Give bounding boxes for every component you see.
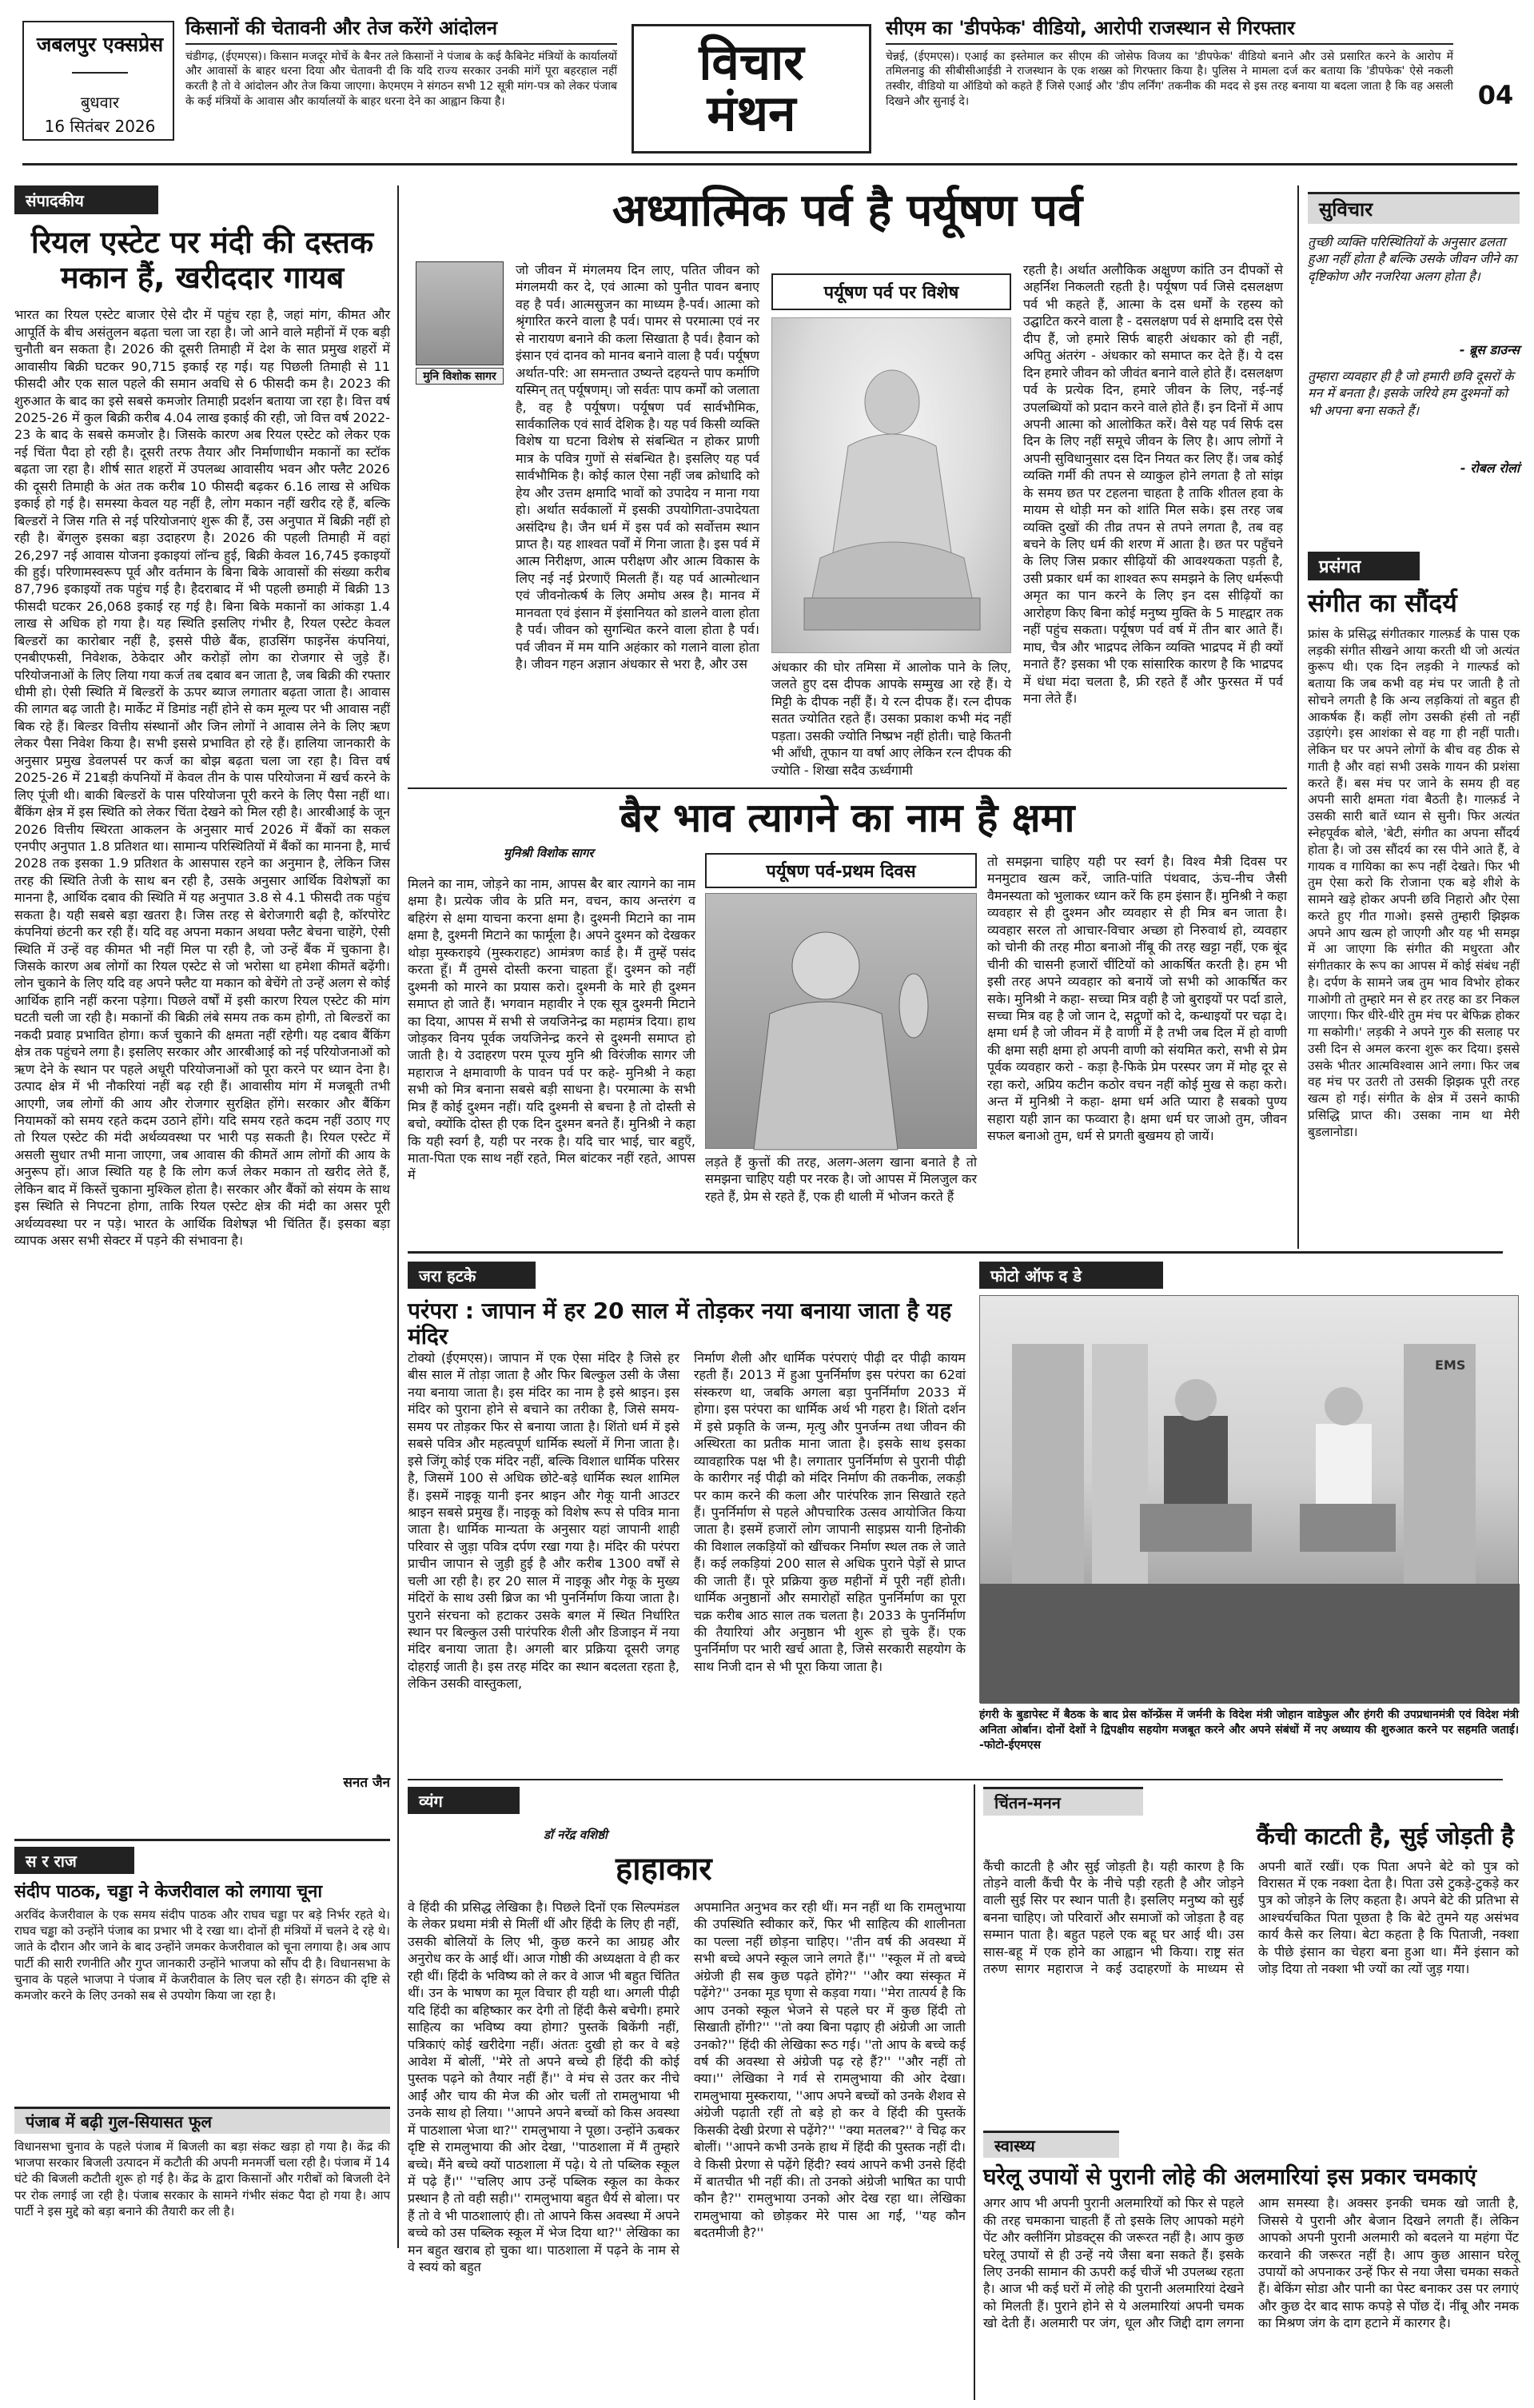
editorial-author: सनत जैन [343, 1775, 390, 1792]
sara-raj-body-2: विधानसभा चुनाव के पहले पंजाब में बिजली का बड़ा संकट खड़ा हो गया है। केंद्र की भाजपा सरकार बिजली उत्पादन में कटौती की अपनी मनमर्जी चला रही है। पंजाब में 14 घंटे की बिजली कटौती शुरू हो गई है। केंद्र के द्वारा किसानों और गरीबों को बिजली देने पर रोक लगाई जा रही है। पंजाब सरकार के सामने गंभीर संकट पैदा हो गया है। आप पार्टी ने इस मुद्दे को बड़ा बनाने की तैयारी कर ली है। [14, 2139, 390, 2219]
main-headline: अध्यात्मिक पर्व है पर्यूषण पर्व [612, 185, 1083, 237]
suvichar-quote-1: तुच्छी व्यक्ति परिस्थितियों के अनुसार ढलता हुआ नहीं होता है बल्कि उसके जीवन जीने का दृष्टिकोण और नजरिया अलग होता है। [1308, 234, 1517, 284]
top-right-headline: सीएम का 'डीपफेक' वीडियो, आरोपी राजस्थान से गिरफ्तार [886, 18, 1453, 45]
chintan-body: कैंची काटती है और सुई जोड़ती है। यही कारण है कि तोड़ने वाली कैंची पैर के नीचे पड़ी रहती है और जोड़ने वाली सुई सिर पर स्थान पाती है। इसलिए मनुष्य को सुई बनना चाहिए। जो परिवारों और समाजों को जोड़ता है वह सम्मान पाता है। बहुत पहले एक बहू घर आई थी। उस सास-बहू में एक होने का आह्वान भी किया। राष्ट्र संत तरुण सागर महाराज ने कई उदाहरणों के माध्यम से अपनी बातें रखीं। एक पिता अपने बेटे को पुत्र को विरासत में एक नक्शा देता है। पिता उसे टुकड़े-टुकड़े कर पुत्र को जोड़ने के लिए कहता है। अपने बेटे की प्रतिभा से आश्चर्यचकित पिता पूछता है कि बेटे तुमने यह असंभव कार्य कैसे कर लिया। बेटा कहता है कि पिताजी, नक्शा के पीछे इंसान का चेहरा बना हुआ था। मैंने इंसान को जोड़ दिया तो नक्शा भी ज्यों का त्यों जुड़ गया। [983, 1858, 1519, 1977]
suvichar-author-1: - ब्रूस डाउन्स [1459, 342, 1520, 357]
prasang-label: प्रसंगत [1308, 552, 1420, 580]
editorial-headline: रियल एस्टेट पर मंदी की दस्तक मकान हैं, खरीददार गायब [30, 225, 374, 295]
jara-hatke-col-1: टोक्यो (ईएमएस)। जापान में एक ऐसा मंदिर है जिसे हर बीस साल में तोड़ा जाता है और फिर बिल्कुल उसी के जैसा नया बनाया जाता है। इस मंदिर का नाम है इसे श्राइन। इस मंदिर को पुराना होने से बचाने का तरीका है, जिसे समय-समय पर तोड़कर फिर से बनाया जाता है। शिंतो धर्म में इसे सबसे पवित्र और महत्वपूर्ण धार्मिक स्थलों में गिना जाता है। इसे जिंगू कोई एक मंदिर नहीं, बल्कि विशाल धार्मिक परिसर है, जिसमें 100 से अधिक छोटे-बड़े धार्मिक स्थल शामिल हैं। इसमें नाइकू यानी इनर श्राइन और गेकू यानी आउटर श्राइन सबसे प्रमुख हैं। नाइकू को विशेष रूप से पवित्र माना जाता है। धार्मिक मान्यता के अनुसार यहां जापानी शाही परिवार से जुड़ा पवित्र दर्पण रखा गया है। मंदिर की परंपरा प्राचीन जापान से जुड़ी हुई है और करीब 1300 वर्षों से चली आ रही है। हर 20 साल में नाइकू और गेकू के मुख्य मंदिरों के साथ उसी ब्रिज का भी पुनर्निर्माण किया जाता है। पुराने संरचना को हटाकर उसके बगल में स्थित निर्धारित स्थान पर बिल्कुल उसी पारंपरिक शैली और डिजाइन में नया मंदिर बनाया जाता है। अगली बार प्रक्रिया दूसरी जगह दोहराई जाती है। इस तरह मंदिर का स्थान बदलता रहता है, लेकिन उसकी वास्तुकला, [408, 1350, 679, 1692]
kshama-byline: मुनिश्री विशोक सागर [504, 845, 594, 860]
editorial-label: संपादकीय [14, 185, 158, 214]
author-caption: मुनि विशोक सागर [416, 368, 504, 385]
sara-raj-label: स र राज [14, 1847, 134, 1874]
chintan-section [983, 1787, 1519, 2123]
chintan-label: चिंतन-मनन [983, 1787, 1143, 1816]
idol-icon [772, 318, 1012, 654]
satire-col-2: अपमानित अनुभव कर रही थीं। मन नहीं था कि रामलुभाया की उपस्थिति स्वीकार करें, फिर भी साहित्य की शालीनता का पल्ला नहीं छोड़ना चाहिए। ''तीन वर्ष की अवस्था में सभी बच्चे अपने स्कूल जाने लगते हैं।'' ''स्कूल में तो बच्चे अंग्रेजी ही सब कुछ पढ़ते होंगे?'' ''और क्या संस्कृत में पढ़ेंगे?'' उनका मूड घृणा से कड़वा गया। ''मेरा तात्पर्य है कि आप उनको स्कूल भेजने से पहले घर में कुछ हिंदी तो सिखाती होंगी?'' ''तो क्या बिना पढ़ाए ही अंग्रेजी आ जाती उनको?'' हिंदी की लेखिका रूठ गई। ''तो आप के बच्चे कई वर्ष की अवस्था से अंग्रेजी पढ़ रहे हैं?'' ''और नहीं तो क्या।'' लेखिका ने गर्व से रामलुभाया की ओर देखा। रामलुभाया मुस्कराया, ''आप अपने बच्चों को उनके शैशव से अंग्रेजी पढ़ाती रहीं तो बड़े हो कर वे हिंदी की पुस्तकें किसकी देखी प्रेरणा से पढ़ेंगे?'' ''क्या मतलब?'' वे चिढ़ कर बोलीं। ''आपने कभी उनके हाथ में हिंदी की पुस्तक नहीं दी। वे किसी प्रेरणा से पढ़ेंगे हिंदी? स्वयं आपने कभी उनसे हिंदी में बातचीत भी नहीं की। तो उनको अंग्रेजी भाषित का पापी कौन है?'' रामलुभाया उनको ओर देख रहा था। लेखिका रामलुभाया को छोड़कर मेरे पास आ गईं, ''यह कौन बदतमीजी है?'' [694, 1900, 966, 2241]
section-title-box [632, 24, 871, 153]
sara-raj-body-1: अरविंद केजरीवाल के एक समय संदीप पाठक और राघव चड्डा पर बड़े निर्भर रहते थे। राघव चड्ढा को उन्होंने पंजाब का प्रभार भी दे रखा था। दोनों ही मंत्रियों में चलने दे रहे थे। जाते के दौरान और जाने के बाद उन्होंने जमकर केजरीवाल को चूना लगाया है। अब आप पार्टी की सारी रणनीति और गुप्त जानकारी उन्होंने भाजपा को सौंप दी है। विधानसभा के चुनाव के पहले भाजपा ने पंजाब में केजरीवाल के लिए चल रही है। संगठन की दृष्टि से कमजोर करने के लिए उनको सब से उपयोग किया जा रहा है। [14, 1908, 390, 2003]
main-article [408, 185, 1287, 809]
jara-hatke-col-2: निर्माण शैली और धार्मिक परंपराएं पीढ़ी दर पीढ़ी कायम रहती हैं। 2013 में हुआ पुनर्निर्माण इस परंपरा का 62वां संस्करण था, जबकि अगला बड़ा पुनर्निर्माण 2033 में होगा। इस परंपरा का धार्मिक अर्थ भी गहरा है। शिंतो दर्शन में इसे प्रकृति के जन्म, मृत्यु और पुनर्जन्म तथा जीवन की अस्थिरता का प्रतीक माना जाता है। इसके साथ इसका व्यावहारिक पक्ष भी है। लगातार पुनर्निर्माण से पुरानी पीढ़ी के कारीगर नई पीढ़ी को मंदिर निर्माण की तकनीक, लकड़ी पर काम करने की कला और पारंपरिक ज्ञान सिखाते रहते हैं। पुनर्निर्माण से पहले औपचारिक उत्सव आयोजित किया जाता है। इसमें हजारों लोग जापानी साइप्रस यानी हिनोकी की विशाल लकड़ियों को खींचकर निर्माण स्थल तक ले जाते हैं। कई लकड़ियां 200 साल से अधिक पुराने पेड़ों से प्राप्त की जाती हैं। पूरे प्रक्रिया कुछ महीनों में पूरी नहीं होती। धार्मिक अनुष्ठानों और समारोहों सहित पुनर्निर्माण का पूरा चक्र करीब आठ साल तक चलता है। 2033 के पुनर्निर्माण की तैयारियां और अनुष्ठान भी शुरू हो चुके हैं। एक पुनर्निर्माण पर भारी खर्च आता है, जिसे सरकारी सहयोग के साथ निजी दान से भी पूरा किया जाता है। [694, 1350, 966, 1674]
sara-raj-headline-1: संदीप पाठक, चड्डा ने केजरीवाल को लगाया चूना [14, 1882, 323, 1902]
swasthya-body: अगर आप भी अपनी पुरानी अलमारियों को फिर से पहले की तरह चमकाना चाहती हैं तो इसके लिए आपको महंगे पेंट और क्लीनिंग प्रोडक्ट्स की जरूरत नहीं है। आप कुछ घरेलू उपायों से ही उन्हें नये जैसा बना सकते हैं। इसके लिए उनकी सामान की ऊपरी कई चीजें भी उपलब्ध रहता है। आज भी कई घरों में लोहे की पुरानी अलमारियां देखने को मिलती हैं। पुराने होने से ये अलमारियां अपनी चमक खो देती हैं। अलमारी पर जंग, धूल और जिद्दी दाग लगना आम समस्या है। अक्सर इनकी चमक खो जाती है, जिससे ये पुरानी और बेजान दिखने लगती हैं। लेकिन आपको अपनी पुरानी अलमारी को बदलने या महंगा पेंट करवाने की जरूरत नहीं है। आप कुछ आसान घरेलू उपायों को अपनाकर उन्हें फिर से नया जैसा चमका सकते हैं। बेकिंग सोडा और पानी का पेस्ट बनाकर उस पर लगाएं और कुछ देर बाद साफ कपड़े से पोंछ दें। नींबू और नमक का मिश्रण जंग के दाग हटाने में कारगर है। [983, 2195, 1519, 2331]
top-right-news [886, 18, 1453, 153]
kshama-col-3: तो समझना चाहिए यही पर स्वर्ग है। विश्व मैत्री दिवस पर मनमुटाव खत्म करें, जाति-पांति पंथवाद, ऊंच-नीच जैसी वैमनस्यता को भुलाकर ध्यान करें कि हम इंसान हैं। मुनिश्री ने कहा व्यवहार से ही दुश्मन और व्यवहार से ही मित्र बन जाता है। व्यवहार सरल तो आचार-विचार अच्छा हो निरुवार्थ हो, व्यवहार को चोनी की तरह मीठा बनाओ नींबू की तरह खट्टा नहीं, एक बूंद चीनी की चासनी हजारों चींटियों को आकर्षित करती है। हम भी इसी तरह अपने व्यवहार को बनायें जो सभी को आकर्षित कर सके। मुनिश्री ने कहा- सच्चा मित्र वही है जो बुराइयों पर पर्दा डाले, सच्चा मित्र वह है जो जान दे, सद्गुणों को दे, कन्धाइयों पर चढ़ा दे। क्षमा धर्म है जो जीवन में है वाणी में है तभी जब दिल में हो वाणी की क्षमा सही क्षमा हो अपनी वाणी को संयमित करो, सभी से प्रेम पूर्वक व्यवहार करो - कड़ा है-फिके प्रेम परस्पर जग में मोह दूर से रहा करो, अप्रिय कटीन कठोर वचन नहीं कोई मुख से कहा करो। अन्त में मुनिश्री ने कहा- क्षमा धर्म अति प्यारा है सबको पुण्य सहारा यही ज्ञान का फव्वारा है। क्षमा धर्म घर जाओ तुम, जीवन सफल बनाओ तुम, धर्म से प्रगती बुखमय हो जायें। [987, 854, 1287, 1143]
suvichar-author-2: - रोबल रोलां [1460, 460, 1520, 476]
main-col-1: जो जीवन में मंगलमय दिन लाए, पतित जीवन को मंगलमयी कर दे, एवं आत्मा को पुनीत पावन बनाए वह है पर्व। आत्मसुजन का माध्यम है-पर्व। आत्मा को श्रृंगारित करने वाला है पर्व। पामर से परमात्मा एवं नर से नारायण बनाने की कला सिखाता है पर्व। हैवान को इंसान एवं दानव को मानव बनाने वाला है पर्व। पर्यूषण अर्थात-परि: आ समन्तात उष्यन्ते दहयन्ते पाप कर्माणि यस्मिन् तत् पर्यूषणम्। जो सर्वतः पाप कर्मों को जलाता है, वह है पर्यूषण। पर्यूषण पर्व सार्वभौमिक, सार्वकालिक एवं सार्व देशिक है। यह पर्व किसी व्यक्ति विशेष या घटना विशेष से संबन्धित न होकर प्राणी मात्र के पवित्र गुणों से संबन्धित है। इसलिए यह पर्व सार्वभौमिक है। कोई काल ऐसा नहीं जब क्रोधादि को हेय और उत्तम क्षमादि भावों को उपादेय न माना गया हो। अर्थात सर्वकालों में इसकी उपयोगिता-उपादेयता असंदिग्ध है। जैन धर्म में इस पर्व को सर्वोत्तम स्थान प्राप्त है। यह शाश्वत पर्वों में गिना जाता है। इस पर्व में आत्म निरीक्षण, आत्म परीक्षण और आत्म विकास के लिए नई नई प्रेरणाएँ मिलती हैं। यह पर्व आत्मोत्थान एवं जीवनोत्कर्ष के लिए अमोघ अस्त्र है। मानव में मानवता एवं इंसान में इंसानियत को डालने वाला होता है पर्व। जीवन को सुगन्धित करने वाला होता है पर्व। पर्व जीवन में मम यानि अहंकार को गलाने वाला होता है। जीवन गहन अज्ञान अंधकार से भरा है, और उस [516, 262, 759, 672]
paper-name-box [22, 21, 174, 141]
top-left-headline: किसानों की चेतावनी और तेज करेंगे आंदोलन [185, 18, 617, 45]
main-col-caption: अंधकार की घोर तमिसा में आलोक पाने के लिए, जलते हुए दस दीपक आपके सम्मुख आ रहे हैं। ये मिट्टी के दीपक नहीं हैं। ये रत्न दीपक हैं। रत्न दीपक सतत ज्योतित रहते हैं। उसका प्रकाश कभी मंद नहीं पड़ता। उसकी ज्योति निष्प्रभ नहीं होती। चाहे कितनी भी आँधी, तूफान या वर्षा आए लेकिन रत्न दीपक की ज्योति - शिखा सदैव ऊर्ध्वगामी [771, 660, 1011, 778]
kshama-headline: बैर भाव त्यागने का नाम है क्षमा [620, 795, 1075, 841]
swasthya-headline: घरेलू उपायों से पुरानी लोहे की अलमारियां इस प्रकार चमकाएं [983, 2163, 1477, 2190]
satire-section [408, 1787, 967, 2394]
satire-byline: डॉ नरेंद्र वशिष्ठी [544, 1828, 608, 1842]
satire-headline: हाहाकार [616, 1851, 712, 1888]
editorial-section [14, 185, 390, 1832]
muni-photo [705, 893, 977, 1149]
kshama-tag: पर्यूषण पर्व-प्रथम दिवस [705, 853, 977, 888]
masthead [0, 0, 1534, 164]
jara-hatke-section [408, 1262, 967, 1773]
top-right-text: चेन्नई, (ईएमएस)। एआई का इस्तेमाल कर सीएम की जोसेफ विजय का 'डीपफेक' वीडियो बनाने और उसे प्रसारित करने के आरोप में तमिलनाडु की सीबीसीआईडी ने राजस्थान के एक शख्स को गिरफ्तार किया है। पुलिस ने मामला दर्ज कर बताया कि 'डीपफेक' ऐसे नकली तस्वीर, वीडियो या ऑडियो को कहते हैं जिसे एआई और 'डीप लर्निंग' तकनीक की मदद से इस तरह बनाया या बदला जाता है कि वह असली दिखने और सुनाई दे। [886, 50, 1453, 108]
main-tag: पर्यूषण पर्व पर विशेष [771, 273, 1011, 310]
page-number: 04 [1477, 80, 1514, 110]
kshama-col-caption: लड़ते हैं कुत्तों की तरह, अलग-अलग खाना बनाते है तो समझना चाहिए यही पर नरक है। जो आपस में मिलजुल कर रहते हैं, प्रेम से रहते हैं, एक ही थाली में भोजन करते हैं [705, 1154, 977, 1204]
photo-caption [979, 1708, 1519, 1772]
kshama-article [408, 795, 1287, 1243]
jara-hatke-headline: परंपरा : जापान में हर 20 साल में तोड़कर नया बनाया जाता है यह मंदिर [408, 1298, 952, 1350]
suvichar-label: सुविचार [1308, 192, 1520, 224]
photo-caption-text: हंगरी के बुडापेस्ट में बैठक के बाद प्रेस कॉन्फ्रेंस में जर्मनी के विदेश मंत्री जोहान वाडेफुल और हंगरी की उपप्रधानमंत्री एवं विदेश मंत्री अनिता ओर्बान। दोनों देशों ने द्विपक्षीय सहयोग मजबूत करने और अपने संबंधों में नए अध्याय की शुरुआत करने पर सहमति जताई। [979, 1708, 1519, 1736]
issue-date: 16 सितंबर 2026 [44, 117, 156, 136]
prasang-section [1308, 552, 1520, 1247]
section-title-line-2: मंथन [707, 84, 796, 143]
prasang-headline: संगीत का सौंदर्य [1308, 588, 1457, 618]
suvichar-section [1308, 192, 1520, 544]
monk-icon [706, 894, 978, 1150]
issue-day: बुधवार [80, 93, 120, 112]
main-col-3: रहती है। अर्थात अलौकिक अक्षुण्ण कांति उन दीपकों से अहर्निश निकलती रहती है। पर्यूषण पर्व जिसे दसलक्षण पर्व भी कहते हैं, आत्मा के दस धर्मों के रहस्य को उद्घाटित करने वाला है - दसलक्षण पर्व से क्षमादि दस ऐसे दीप हैं, जो हमारे सिर्फ बाहरी अंधकार को ही नहीं, अपितु अंतरंग - अंधकार को समाप्त कर देते हैं। ये दस दिन हमारे जीवन को जीवंत बनाने वाले होते हैं। दसलक्षण पर्व के प्रत्येक दिन, हमारे जीवन के लिए, नई-नई उपलब्धियों को प्रदान करने वाले होते हैं। इन दिनों में आप अपनी आत्मा को आलोकित करें। वैसे यह पर्व सिर्फ दस दिन के लिए नहीं समूचे जीवन के लिए है। आप लोगों ने अपनी सुविधानुसार दस दिन नियत कर लिए हैं। जब कोई व्यक्ति गर्मी की तपन से व्याकुल होने लगता है तो सांझ के समय छत पर टहलना चाहता है ताकि शीतल हवा के मायम से थोड़ी मन को शांति मिल सके। इस तरह जब व्यक्ति दुखों की तीव्र तपन से तपने लगता है, तब वह बचने के लिए धर्म की शरण में आता है। छत पर पहुँचने के लिए जिस प्रकार सीढ़ियों की आवश्यकता पड़ती है, उसी प्रकार धर्म का शाश्वत रूप समझने के लिए धर्मरूपी अमृत का पान करने के लिए इन दस सीढ़ियों का आरोहण किए बिना कोई मनुष्य मुक्ति के 5 माह्द्वार तक नहीं पहुंच सकता। पर्यूषण पर्व वर्ष में तीन बार आते हैं। माघ, चैत्र और भाद्रपद लेकिन व्यक्ति भाद्रपद में ही क्यों मनाते हैं? इसका भी एक सांसारिक कारण है कि भाद्रपद में धंधा मंदा चलता है, फ्री रहते हैं और फुरसत में पर्व मना लेते हैं। [1023, 262, 1283, 706]
photo-of-day-label: फोटो ऑफ द डे [979, 1262, 1163, 1289]
photo-of-day-image [979, 1295, 1519, 1703]
top-left-news [185, 18, 617, 153]
swasthya-section [983, 2131, 1519, 2402]
section-title-line-1: विचार [699, 33, 804, 92]
swasthya-label: स्वास्थ्य [983, 2131, 1119, 2158]
photo-credit: -फोटो-ईएमएस [979, 1738, 1041, 1752]
sara-raj-section [14, 1847, 390, 2398]
prasang-body: फ्रांस के प्रसिद्ध संगीतकार गाल्फ़र्ड के पास एक लड़की संगीत सीखने आया करती थी जो अत्यंत कुरूप थी। एक दिन लड़की ने गाल्फर्ड को बताया कि जब कभी वह मंच पर जाती है तो सोचने लगती है कि अन्य लड़कियां तो बहुत ही आकर्षक हैं। कहीं लोग उसकी हंसी तो नहीं उड़ाएंगे। इस आशंका से वह गा ही नहीं पाती। लेकिन घर पर अपने लोगों के बीच वह ठीक से गाती है और वहां सभी उसके गायन की प्रशंसा करते हैं। बस मंच पर जाने के समय ही वह अपनी सारी क्षमता गंवा बैठती है। गाल्फ़र्ड ने उसकी सारी बातें ध्यान से सुनी। फिर अत्यंत स्नेहपूर्वक बोले, 'बेटी, संगीत का अपना सौंदर्य होता है। जो उस सौंदर्य का रस पीने आते हैं, वे गायक व गायिका का रूप नहीं देखते। फिर भी तुम ऐसा करो कि रोजाना एक बड़े शीशे के सामने खड़े होकर अपनी छवि निहारो और ऐसा करते हुए गीत गाओ। इससे तुम्हारी झिझक अपने आप खत्म हो जाएगी और यह भी समझ में आ जाएगा कि संगीत की मधुरता और संगीतकार के रूप का आपस में कोई संबंध नहीं है। दर्पण के सामने जब तुम भाव विभोर होकर गाओगी तो तुम्हारे मन से हर तरह का डर निकल जाएगा। फिर धीरे-धीरे तुम मंच पर बेफिक्र होकर गा सकोगी।' लड़की ने अपने गुरु की सलाह पर उसी दिन से अमल करना शुरू कर दिया। इससे उसके भीतर आत्मविश्वास आने लगा। फिर जब वह मंच पर उतरी तो उसकी झिझक पूरी तरह खत्म हो गई। संगीत के क्षेत्र में उसने काफी प्रसिद्धि प्राप्त की। उसका नाम था मेरी बुडलानोडा। [1308, 626, 1520, 1139]
top-left-text: चंडीगढ़, (ईएमएस)। किसान मजदूर मोर्चे के बैनर तले किसानों ने पंजाब के कई कैबिनेट मंत्रियों के कार्यालयों और आवासों के बाहर धरना दिया और चेतावनी दी कि यदि राज्य सरकार उनकी मांगें पूरा बहरहाल नहीं करती है तो वे आंदोलन और तेज किया जाएगा। केएमएम ने संगठन सभी 12 सूत्री मांग-पत्र को लेकर पंजाब के कई मंत्रियों के आवास और कार्यालयों के बाहर धरना देने का आह्वान किया है। [185, 50, 617, 108]
satire-label: व्यंग [408, 1787, 520, 1814]
jain-idol-image [771, 317, 1011, 653]
photo-sign: EMS [1435, 1357, 1466, 1373]
satire-col-1: वे हिंदी की प्रसिद्ध लेखिका है। पिछले दिनों एक सिल्पमंडल के लेकर प्रथमा मंत्री से मिलीं थीं और हिंदी के लिए ही नहीं, उसकी बोलियों के लिए भी, कुछ करने का आग्रह और अनुरोध कर के आई थीं। आज गोष्ठी की अध्यक्षता वे ही कर रही थीं। हिंदी के भविष्य को ले कर वे आज भी बहुत चिंतित थीं। उन के भाषण का मूल विचार ही यही था। अगली पीढ़ी यदि हिंदी का बहिष्कार कर देगी तो हिंदी कैसे बचेगी। हमारे साहित्य का भविष्य क्या होगा? पुस्तकें बिकेंगी नहीं, पत्रिकाएं कोई खरीदेगा नहीं। अंततः दुखी हो कर वे बड़े आवेश में बोलीं, ''मेरे तो अपने बच्चे ही हिंदी की कोई पुस्तक पढ़ने को तैयार नहीं हैं।'' वे मंच से उतर कर नीचे आईं और चाय की मेज की ओर चलीं तो रामलुभाया भी उनके साथ हो लिया। ''आपने अपने बच्चों को किस अवस्था में पाठशाला भेजा था?'' रामलुभाया ने पूछा। उन्होंने ऊबकर दृष्टि से रामलुभाया की ओर देखा, ''पाठशाला में मैं तुम्हारे बच्चे। मैंने बच्चे क्यों पाठशाला में पढ़े। ये तो पब्लिक स्कूल में पढ़े हैं।'' ''चलिए आप उन्हें पब्लिक स्कूल का केकर प्रस्थान है तो वही सही।'' रामलुभाया बहुत धैर्य से बोला। पर हैं तो वे भी पाठशालाएं ही। तो आपने किस अवस्था में अपने बच्चे को उस पब्लिक स्कूल में भेज दिया था?'' लेखिका का मन बहुत खराब हो चुका था। पाठशाला में पढ़ने के नाम से वे स्वयं को बहुत [408, 1900, 679, 2275]
suvichar-quote-2: तुम्हारा व्यवहार ही है जो हमारी छवि दूसरों के मन में बनता है। इसके जरिये हम दुश्मनों को भी अपना बना सकते हैं। [1308, 369, 1514, 418]
paper-name: जबलपुर एक्सप्रेस [36, 33, 164, 56]
sara-raj-headline-2: पंजाब में बढ़ी गुल-सियासत फूल [14, 2107, 390, 2134]
kshama-col-1: मिलने का नाम, जोड़ने का नाम, आपस बैर बार त्यागने का नाम क्षमा है। प्रत्येक जीव के प्रति मन, वचन, काय अन्तरंग व बहिरंग से क्षमा याचना करना क्षमा है। दुश्मनी मिटाने का नाम क्षमा है, दुश्मनी मिटाने का फार्मूला है। अपने दुश्मन को देखकर थोड़ा मुस्कराइये (मुस्कराहट) आमंत्रण कार्ड है। मैं तुम्हें पसंद करता हूँ। मैं तुमसे दोस्ती करना चाहता हूँ। दुश्मन को नहीं दुश्मनी को मारने का प्रयास करो। दुश्मनी के मारे ही दुश्मन समाप्त हो जाते हैं। भगवान महावीर ने एक सूत्र दुश्मनी मिटाने का दिया, आपस में सभी से जयजिनेन्द्र का महामंत्र दिया। हाथ जोड़कर विनय पूर्वक जयजिनेन्द्र करने से दुश्मनी समाप्त हो जाती है। ये उदाहरण परम पूज्य मुनि श्री विरंजीक सागर जी महाराज ने क्षमावाणी के पावन पर्व पर कहे- मुनिश्री ने कहा सभी को मित्र बनाना सबसे बड़ी साधना है। परमात्मा के सभी मित्र हैं कोई दुश्मन नहीं। यदि दुश्मनी से बचना है तो दोस्ती से बचो, क्योंकि दोस्त ही एक दिन दुश्मन बनते हैं। मुनिश्री ने कहा कि यही स्वर्ग है, यही पर नरक है। यदि चार भाई, चार बहुएँ, माता-पिता एक साथ नहीं रहते, मिल बांटकर नहीं रहते, आपस में [408, 876, 695, 1183]
author-photo [416, 261, 504, 365]
chintan-headline: कैंची काटती है, सुई जोड़ती है [1256, 1823, 1514, 1851]
editorial-body: भारत का रियल एस्टेट बाजार ऐसे दौर में पहुंच रहा है, जहां मांग, कीमत और आपूर्ति के बीच असंतुलन बढ़ता चला जा रहा है। जो आने वाले महीनों में एक बड़ी चुनौती बन सकता है। 2026 की दूसरी तिमाही में देश के सात प्रमुख शहरों में आवासीय बिक्री घटकर 90,715 इकाई रह गई। यह पिछली तिमाही से 11 फीसदी और एक साल पहले की समान अवधि से 6 फीसदी कम है। 2023 की शुरुआत के बाद का इसे सबसे कमजोर तिमाही प्रदर्शन बताया जा रहा है। वित्त वर्ष 2025-26 में कुल बिक्री करीब 4.04 लाख इकाई की रही, जो वित्त वर्ष 2022-23 के बाद के सबसे कमजोर है। जिसके कारण अब रियल एस्टेट को लेकर एक नई चिंता पैदा हो रही है। दूसरी तरफ तैयार और निर्माणाधीन मकानों का स्टॉक बढ़ता जा रहा है। शीर्ष सात शहरों में उपलब्ध आवासीय भवन और फ्लैट 2026 की दूसरी तिमाही के अंत तक करीब 10 फीसदी बढ़कर 6.16 लाख से अधिक इकाई हो गई है। समस्या केवल यह नहीं है, लोग मकान नहीं खरीद रहे हैं, बल्कि बिल्डरों ने जिस गति से नई परियोजनाएं शुरू की हैं, उस अनुपात में बिक्री नहीं हो रही है। बेंगलुरु इसका बड़ा उदाहरण है। 2026 की पहली तिमाही में वहां 26,297 नई आवास योजना इकाइयां लॉन्च हुई, बिक्री केवल 16,745 इकाइयों की हुई। परिणामस्वरूप पूर्व और वर्तमान के बिना बिके आवासों की संख्या करीब 87,796 इकाइयों तक पहुंच गई है। हैदराबाद में भी पहली छमाही में बिक्री 13 फीसदी घटकर 26,068 इकाई रह गई है। बिना बिके मकानों का आंकड़ा 1.4 लाख से अधिक हो गया है। यह स्थिति इसलिए गंभीर है, रियल एस्टेट केवल बिल्डरों का कारोबार नहीं है, इससे पीछे बैंक, हाउसिंग फाइनेंस कंपनियां, एनबीएफसी, निवेशक, ठेकेदार और करोड़ों लोग का रोजगार से जुड़े हैं। परियोजनाओं के लिए लिया गया कर्ज तब दबाव बन जाता है, जब बिक्री की रफ्तार धीमी हो। ऐसी स्थिति में बिल्डरों के ऊपर ब्याज लगातार बढ़ता जाता है। आवास की लागत बढ़ जाती है। मार्केट में डिमांड नहीं होने से कम मूल्य पर भी आवास नहीं बिक रहे हैं। बिल्डर वित्तीय संस्थानों और जिन लोगों ने आवास लेने के लिए ऋण लेकर पैसा निवेश किया है। सभी इससे प्रभावित हो रहे हैं। हालिया जानकारी के अनुसार प्रमुख डेवलपर्स पर कर्ज का बोझ बढ़ता चला जा रहा है। वित्त वर्ष 2025-26 में 21बड़ी कंपनियों में केवल तीन के पास परियोजना में खर्च करने के लिए पूंजी थी। बाकी बिल्डरों के पास परियोजना पूरी करने के लिए पैसा नहीं था। बैंकिंग क्षेत्र में इस स्थिति को लेकर चिंता देखने को मिल रही है। आरबीआई के जून 2026 वित्तीय स्थिरता आकलन के अनुसार मार्च 2026 में बैंकों का सकल एनपीए अनुपात 1.8 प्रतिशत था। सामान्य परिस्थितियों में बैंकों का मानना है, मार्च 2028 तक इसका 1.9 प्रतिशत के आसपास रहने का अनुमान है, लेकिन जिस तरह की स्थिति तेजी के साथ बन रही है, उसके अनुसार आर्थिक विशेषज्ञों का मानना है, आर्थिक दबाव की स्थिति में यह अनुपात 3.8 से 4.1 फीसदी तक पहुंच सकता है। यही सबसे बड़ा खतरा है। जिस तरह से बेरोजगारी बढ़ी है, कॉरपोरेट कंपनियां छंटनी कर रही हैं। यदि वह अपना मकान अथवा फ्लैट बेचना चाहेंगे, ऐसी स्थिति में उन्हें वह कीमत भी नहीं मिल पा रही है, जो उन्हें बैंक में चुकाना है। जिसके कारण अब लोगों का रियल एस्टेट से जो भरोसा था हमेशा कीमतें बढ़ेंगी। लोन चुकाने के लिए यदि वह अपने फ्लैट या मकान को बेचेंगे तो उन्हें अलग से कोई आर्थिक हानि नहीं करना पड़ेगा। पिछले वर्षों में इसी कारण रियल एस्टेट की मांग घटती चली जा रही है। मकानों की बिक्री लंबे समय तक कम होगी, तो बिल्डरों का नकदी प्रवाह प्रभावित होगा। कर्ज चुकाने की क्षमता नहीं रहेगी। यह दबाव बैंकिंग क्षेत्र तक पहुंचने लगा है। इसलिए सरकार और आरबीआई को नई परियोजनाओं को ऋण देने के स्थान पर पहले अधूरी परियोजनाओं को पूरा करने पर ध्यान देना है। उत्पाद क्षेत्र में भी नौकरियां नहीं बढ़ रही हैं। आवासीय मांग में मजबूती तभी आएगी, जब लोगों की आय और रोजगार सुरक्षित होंगे। सरकार और बैंकिंग नियामकों को समय रहते कदम उठाने होंगे। यदि समय रहते कदम नहीं उठाए गए तो रियल एस्टेट की मंदी अर्थव्यवस्था पर भारी पड़ सकती है। रियल एस्टेट में असली सुधार तभी माना जाएगा, जब आवास की कीमतें आम लोगों की आय के अनुरूप हों। आज स्थिति यह है कि लोग कर्ज लेकर मकान तो खरीद लेते हैं, लेकिन बाद में किस्तें चुकाना मुश्किल होता है। सरकार और बैंकों को संयम के साथ इस स्थिति से निपटना होगा, ताकि रियल एस्टेट क्षेत्र की मंदी का असर पूरी अर्थव्यवस्था पर न पड़े। भारत के आर्थिक विशेषज्ञ भी चिंतित हैं। इसका बड़ा व्यापक असर सभी सेक्टर में पड़ने की संभावना है। [14, 307, 390, 1248]
photo-of-day-section [979, 1262, 1519, 1773]
jara-hatke-label: जरा हटके [408, 1262, 536, 1289]
